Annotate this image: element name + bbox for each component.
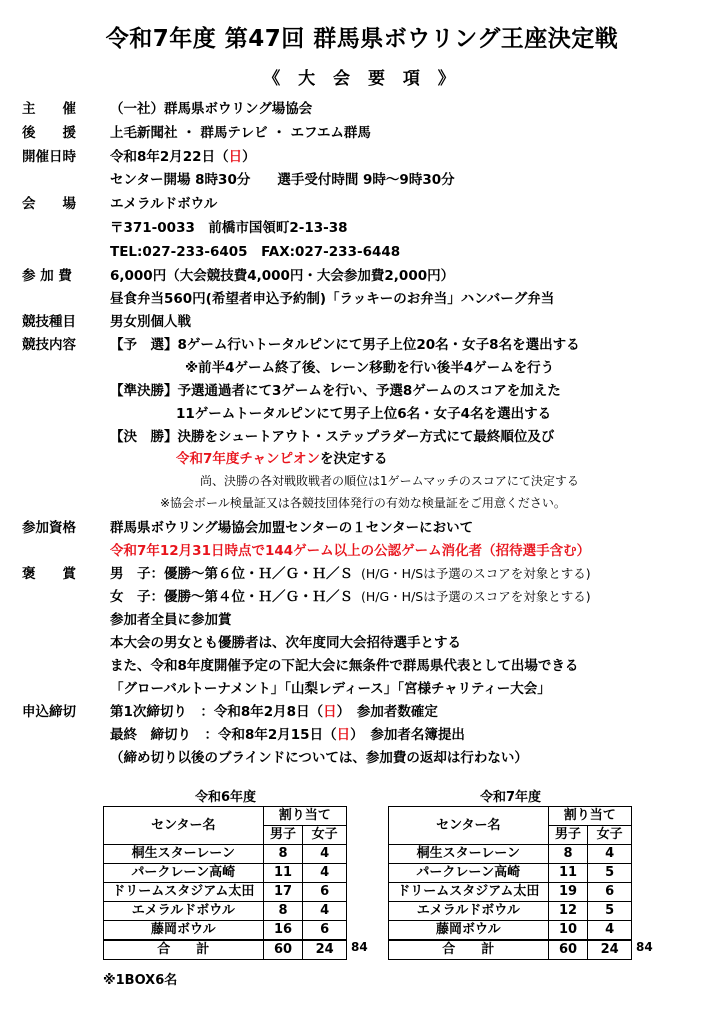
- header-women: 女子: [588, 826, 632, 845]
- award-men: 男 子：優勝～第６位・Ｈ／Ｇ・Ｈ／Ｓ (H/G・H/Sは予選のスコアを対象とする): [110, 566, 591, 582]
- date-label: 開催日時: [22, 149, 76, 165]
- venue-name: エメラルドボウル: [110, 196, 218, 212]
- header-alloc: 割り当て: [548, 807, 631, 826]
- header-center: センター名: [389, 807, 549, 845]
- table-total-row: 合 計 60 24: [104, 940, 347, 960]
- award-events: 「グローバルトーナメント」「山梨レディース」「宮様チャリティー大会」: [110, 681, 551, 697]
- table-row: 藤岡ボウル 10 4: [389, 921, 632, 941]
- table-row: 桐生スターレーン 8 4: [389, 845, 632, 864]
- deadline-note: （締め切り以後のブラインドについては、参加費の返却は行わない）: [110, 750, 528, 766]
- prelim-note: ※前半4ゲーム終了後、レーン移動を行い後半4ゲームを行う: [185, 360, 555, 376]
- page-subtitle: 《 大 会 要 項 》: [263, 69, 461, 89]
- award-invite: 本大会の男女とも優勝者は、次年度同大会招待選手とする: [110, 635, 461, 651]
- organizer-value: （一社）群馬県ボウリング場協会: [110, 101, 313, 117]
- allocation-table-right: [388, 806, 632, 960]
- support-value: 上毛新聞社 ・ 群馬テレビ ・ エフエム群馬: [110, 125, 371, 141]
- table-right-title: 令和7年度: [480, 790, 542, 805]
- final-note: 尚、決勝の各対戦敗戦者の順位は1ゲームマッチのスコアにて決定する: [200, 474, 579, 488]
- date-value: 令和8年2月22日（日）: [110, 149, 256, 165]
- fee-label: 参 加 費: [22, 268, 72, 284]
- award-rep: また、令和8年度開催予定の下記大会に無条件で群馬県代表として出場できる: [110, 658, 579, 674]
- organizer-label: 主 催: [22, 101, 76, 117]
- table-row: エメラルドボウル 12 5: [389, 902, 632, 921]
- table-row: ドリームスタジアム太田 19 6: [389, 883, 632, 902]
- event-value: 男女別個人戦: [110, 314, 191, 330]
- footnote: ※1BOX6名: [103, 973, 178, 988]
- table-row: 桐生スターレーン 8 4: [104, 845, 347, 864]
- prelim-line: 【予 選】8ゲーム行いトータルピンにて男子上位20名・女子8名を選出する: [110, 337, 580, 353]
- ball-note: ※協会ボール検量証又は各競技団体発行の有効な検量証をご用意ください。: [160, 496, 566, 510]
- champion-text: 令和7年度チャンピオン: [176, 451, 320, 467]
- table-left-grand-total: 84: [351, 940, 368, 954]
- table-total-row: 合 計 60 24: [389, 940, 632, 960]
- deadline-label: 申込締切: [22, 704, 76, 720]
- header-women: 女子: [303, 826, 347, 845]
- venue-address: 〒371-0033 前橋市国領町2-13-38: [110, 220, 348, 236]
- event-label: 競技種目: [22, 314, 76, 330]
- table-right-grand-total: 84: [636, 940, 653, 954]
- header-men: 男子: [548, 826, 588, 845]
- allocation-table-left: [103, 806, 347, 960]
- qual-requirement: 令和7年12月31日時点で144ゲーム以上の公認ゲーム消化者（招待選手含む）: [110, 543, 591, 559]
- venue-phone: TEL:027-233-6405 FAX:027-233-6448: [110, 244, 401, 260]
- table-row: 藤岡ボウル 16 6: [104, 921, 347, 941]
- deadline-1: 第1次締切り ：令和8年2月8日（日） 参加者数確定: [110, 704, 438, 720]
- final-line: 【決 勝】決勝をシュートアウト・ステップラダー方式にて最終順位及び: [110, 429, 555, 445]
- table-row: エメラルドボウル 8 4: [104, 902, 347, 921]
- venue-label: 会 場: [22, 196, 76, 212]
- header-alloc: 割り当て: [263, 807, 346, 826]
- header-men: 男子: [263, 826, 303, 845]
- qual-value: 群馬県ボウリング場協会加盟センターの１センターにおいて: [110, 520, 474, 536]
- deadline-2: 最終 締切り ：令和8年2月15日（日） 参加者名簿提出: [110, 727, 465, 743]
- date-line2: センター開場 8時30分 選手受付時間 9時～9時30分: [110, 172, 455, 188]
- date-day: 日: [228, 149, 243, 165]
- header-center: センター名: [104, 807, 264, 845]
- table-row: パークレーン高崎 11 5: [389, 864, 632, 883]
- qual-label: 参加資格: [22, 520, 76, 536]
- table-row: パークレーン高崎 11 4: [104, 864, 347, 883]
- page-title: 令和7年度 第47回 群馬県ボウリング王座決定戦: [105, 26, 619, 52]
- table-left-title: 令和6年度: [195, 790, 257, 805]
- fee-line2: 昼食弁当560円(希望者申込予約制)「ラッキーのお弁当」ハンバーグ弁当: [110, 291, 555, 307]
- award-all: 参加者全員に参加賞: [110, 612, 232, 628]
- semi-line: 【準決勝】予選通過者にて3ゲームを行い、予選8ゲームのスコアを加えた: [110, 383, 561, 399]
- support-label: 後 援: [22, 125, 76, 141]
- final-line2: 令和7年度チャンピオンを決定する: [176, 451, 388, 467]
- award-women: 女 子：優勝～第４位・Ｈ／Ｇ・Ｈ／Ｓ (H/G・H/Sは予選のスコアを対象とする): [110, 589, 591, 605]
- semi-line2: 11ゲームトータルピンにて男子上位6名・女子4名を選出する: [176, 406, 552, 422]
- table-row: ドリームスタジアム太田 17 6: [104, 883, 347, 902]
- content-label: 競技内容: [22, 337, 76, 353]
- award-label: 褒 賞: [22, 566, 76, 582]
- fee-value: 6,000円（大会競技費4,000円・大会参加費2,000円）: [110, 268, 455, 284]
